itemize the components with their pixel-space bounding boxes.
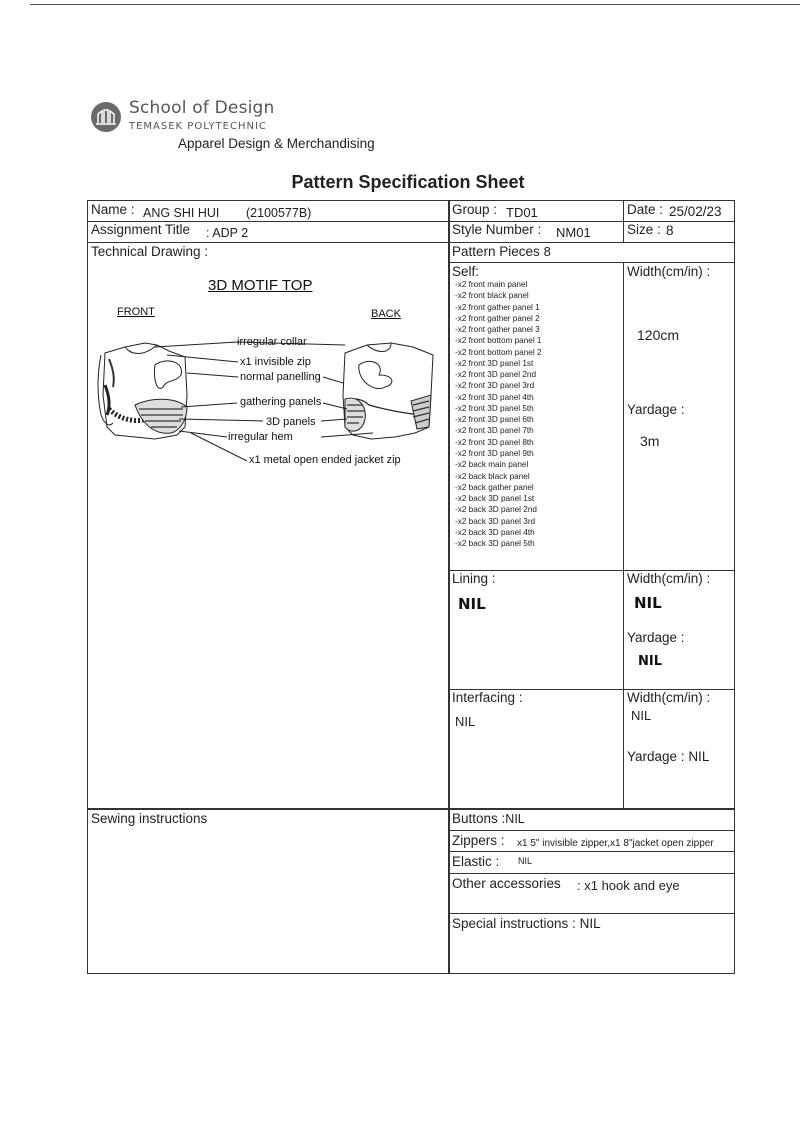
list-item: -x2 front 3D panel 6th	[455, 415, 534, 425]
row-divider	[88, 808, 735, 810]
zippers-value: x1 5" invisible zipper,x1 8"jacket open zipper	[517, 838, 714, 849]
list-item: -x2 front gather panel 1	[455, 302, 540, 312]
other-accessories-label: Other accessories	[452, 876, 561, 891]
elastic-label: Elastic :	[452, 854, 500, 869]
top-border-line	[30, 4, 800, 5]
name-value: ANG SHI HUI	[143, 206, 220, 220]
back-label: BACK	[371, 308, 401, 320]
list-item: -x2 front 3D panel 5th	[455, 403, 534, 413]
row-divider	[449, 851, 735, 852]
other-accessories-value: : x1 hook and eye	[577, 878, 680, 893]
sewing-instructions-label: Sewing instructions	[91, 811, 208, 826]
column-divider	[623, 262, 624, 808]
size-value: 8	[666, 223, 674, 238]
school-logo-icon	[90, 101, 122, 133]
polytechnic-name: TEMASEK POLYTECHNIC	[129, 121, 267, 132]
sheet-title: Pattern Specification Sheet	[291, 172, 525, 192]
row-divider	[449, 830, 735, 831]
lining-width-value: NIL	[634, 594, 662, 612]
list-item: -x2 back 3D panel 4th	[455, 527, 535, 537]
list-item: -x2 back black panel	[455, 471, 530, 481]
pattern-pieces-count: 8	[543, 244, 551, 259]
callout-irregular-collar: irregular collar	[237, 336, 307, 348]
front-label: FRONT	[117, 306, 155, 318]
list-item: -x2 back main panel	[455, 460, 529, 470]
student-id: (2100577B)	[246, 206, 312, 220]
callout-invisible-zip: x1 invisible zip	[240, 356, 311, 368]
assignment-title-label: Assignment Title	[91, 222, 191, 237]
special-instructions-label: Special instructions : NIL	[452, 916, 601, 931]
list-item: -x2 back gather panel	[455, 482, 534, 492]
lining-value: NIL	[458, 595, 486, 613]
list-item: -x2 front 3D panel 2nd	[455, 370, 537, 380]
style-number-label: Style Number :	[452, 222, 542, 237]
list-item: -x2 front gather panel 2	[455, 313, 540, 323]
row-divider	[449, 873, 735, 874]
callout-normal-panelling: normal panelling	[240, 371, 321, 383]
interfacing-value: NIL	[455, 714, 476, 729]
group-label: Group :	[452, 202, 498, 217]
row-divider	[449, 913, 735, 914]
group-value: TD01	[506, 205, 538, 220]
list-item: -x2 back 3D panel 3rd	[455, 516, 536, 526]
self-pattern-pieces-list	[455, 279, 541, 549]
lining-yardage-label: Yardage :	[627, 630, 685, 645]
column-divider	[623, 201, 624, 242]
list-item: -x2 front 3D panel 9th	[455, 448, 534, 458]
interfacing-label: Interfacing :	[452, 690, 523, 705]
self-yardage-label: Yardage :	[627, 402, 685, 417]
style-number-value: NM01	[556, 225, 591, 240]
list-item: -x2 front black panel	[455, 291, 529, 301]
list-item: -x2 back 3D panel 1st	[455, 494, 535, 504]
self-yardage-value: 3m	[640, 433, 660, 449]
size-label: Size :	[627, 222, 661, 237]
form-table	[87, 200, 735, 974]
list-item: -x2 front 3D panel 3rd	[455, 381, 535, 391]
department-name: Apparel Design & Merchandising	[178, 136, 375, 151]
lining-yardage-value: NIL	[638, 654, 663, 669]
callout-gathering-panels: gathering panels	[240, 396, 322, 408]
callout-3d-panels: 3D panels	[266, 416, 316, 428]
list-item: -x2 front 3D panel 4th	[455, 392, 534, 402]
buttons-label: Buttons :NIL	[452, 811, 525, 826]
list-item: -x2 front main panel	[455, 280, 528, 289]
special-instructions-value: NIL	[579, 916, 601, 931]
interfacing-width-label: Width(cm/in) :	[627, 690, 711, 705]
date-value: 25/02/23	[669, 204, 722, 219]
self-width-value: 120cm	[637, 327, 680, 343]
list-item: -x2 front 3D panel 7th	[455, 426, 534, 436]
interfacing-yardage-value: NIL	[688, 749, 710, 764]
interfacing-width-value: NIL	[631, 708, 652, 723]
name-label: Name :	[91, 202, 135, 217]
zippers-label: Zippers :	[452, 833, 505, 848]
elastic-value: NIL	[518, 856, 533, 866]
lining-width-label: Width(cm/in) :	[627, 571, 711, 586]
list-item: -x2 front gather panel 3	[455, 325, 540, 335]
date-label: Date :	[627, 202, 664, 217]
self-label: Self:	[452, 264, 480, 279]
list-item: -x2 front 3D panel 8th	[455, 437, 534, 447]
school-name: School of Design	[129, 98, 275, 118]
pattern-pieces-label: Pattern Pieces 8	[452, 244, 551, 259]
self-width-label: Width(cm/in) :	[627, 264, 711, 279]
list-item: -x2 back 3D panel 2nd	[455, 505, 537, 515]
list-item: -x2 back 3D panel 5th	[455, 539, 535, 549]
drawing-title: 3D MOTIF TOP	[208, 277, 313, 294]
interfacing-yardage-label: Yardage : NIL	[627, 749, 710, 764]
list-item: -x2 front bottom panel 2	[455, 347, 542, 357]
list-item: -x2 front bottom panel 1	[455, 336, 542, 346]
callout-irregular-hem: irregular hem	[228, 431, 293, 443]
assignment-title-value: : ADP 2	[206, 226, 249, 240]
callout-jacket-zip: x1 metal open ended jacket zip	[249, 454, 401, 466]
buttons-value: NIL	[505, 812, 525, 826]
technical-drawing-label: Technical Drawing :	[91, 244, 209, 259]
list-item: -x2 front 3D panel 1st	[455, 358, 534, 368]
lining-label: Lining :	[452, 571, 496, 586]
column-divider	[448, 201, 450, 973]
